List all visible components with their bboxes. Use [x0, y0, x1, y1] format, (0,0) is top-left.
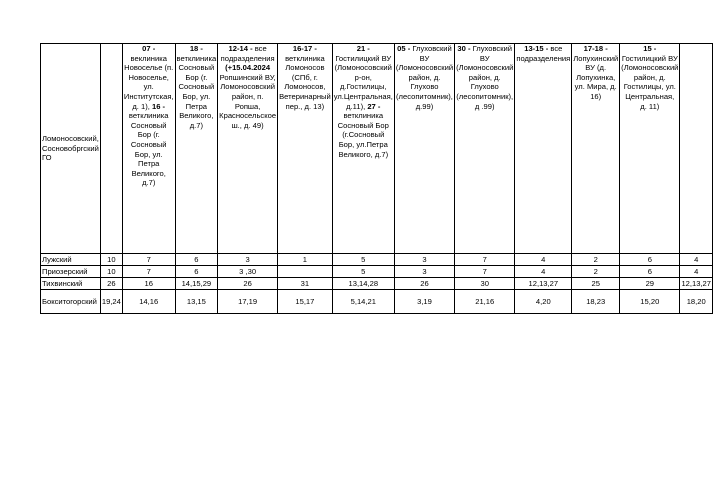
schedule-header-cell: 18 - ветклиника Сосновый Бор (г. Сосновый Бор, ул. Петра Великого, д.7): [175, 44, 218, 254]
value-cell: 31: [278, 278, 333, 290]
value-cell: 3,19: [394, 290, 454, 314]
table-row: [41, 266, 713, 278]
value-cell: 5,14,21: [332, 290, 394, 314]
district-cell: Приозерский: [41, 266, 101, 278]
table-row: [41, 278, 713, 290]
value-cell: 12,13,27: [515, 278, 572, 290]
value-cell: 4: [680, 254, 713, 266]
value-cell: 25: [572, 278, 620, 290]
value-cell: 2: [572, 266, 620, 278]
value-cell: 26: [218, 278, 278, 290]
district-cell: Бокситогорский: [41, 290, 101, 314]
value-cell: 6: [620, 266, 680, 278]
value-cell: 5: [332, 254, 394, 266]
schedule-header-cell: 17-18 - Лопухинский ВУ (д. Лопухинка, ул. Мира, д. 16): [572, 44, 620, 254]
header-row: [41, 44, 713, 254]
value-cell: 2: [572, 254, 620, 266]
value-cell: 26: [394, 278, 454, 290]
value-cell: 4,20: [515, 290, 572, 314]
value-cell: 4: [515, 254, 572, 266]
value-cell: 16: [122, 278, 175, 290]
value-cell: 4: [680, 266, 713, 278]
value-cell: 3: [394, 266, 454, 278]
value-cell: 7: [122, 266, 175, 278]
value-cell: 7: [122, 254, 175, 266]
value-cell: 19,24: [100, 290, 122, 314]
value-cell: 30: [455, 278, 515, 290]
value-cell: 14,16: [122, 290, 175, 314]
value-cell: 3: [218, 254, 278, 266]
schedule-header-cell: 07 - веклиника Новоселье (п. Новоселье, ул. Институтская, д. 1), 16 - ветклиника Сосновый Бор (г. Сосновый Бор, ул. Петра Великого, д.7): [122, 44, 175, 254]
schedule-header-cell: 16-17 - ветклиника Ломоносов (СПб, г. Ломоносов, Ветеринарный пер., д. 13): [278, 44, 333, 254]
value-cell: 10: [100, 254, 122, 266]
schedule-header-cell: 30 - Глуховский ВУ (Ломоносовский район, д. Глухово (лесопитомник), д .99): [455, 44, 515, 254]
value-cell: 29: [620, 278, 680, 290]
value-cell: 4: [515, 266, 572, 278]
value-cell: 3: [394, 254, 454, 266]
value-cell: 5: [332, 266, 394, 278]
value-cell: 10: [100, 266, 122, 278]
value-cell: 14,15,29: [175, 278, 218, 290]
value-cell: 12,13,27: [681, 278, 711, 288]
value-cell: 17,19: [218, 290, 278, 314]
schedule-header-cell: 13-15 - все подразделения: [515, 44, 572, 254]
value-cell: 3 ,30: [218, 266, 278, 278]
value-cell: 21,16: [455, 290, 515, 314]
district-cell: Тихвинский: [41, 278, 101, 290]
value-cell: 6: [175, 254, 218, 266]
value-cell: 18,23: [572, 290, 620, 314]
value-cell: 7: [455, 254, 515, 266]
schedule-header-cell: 05 - Глуховский ВУ (Ломоносовский район, д. Глухово (лесопитомник), д.99): [394, 44, 454, 254]
district-cell: Лужский: [41, 254, 101, 266]
table-row: [41, 290, 713, 314]
value-cell: 6: [620, 254, 680, 266]
district-cell: Ломоносовский, Сосновобргский ГО: [41, 44, 101, 254]
value-cell: [278, 266, 333, 278]
value-cell: 15,17: [278, 290, 333, 314]
schedule-header-cell: 12-14 - все подразделения (+15.04.2024 Ропшинский ВУ, Ломоносовский район, п. Ропша, Красносельское ш., д. 49): [218, 44, 278, 254]
value-cell: 6: [175, 266, 218, 278]
value-cell: 15,20: [620, 290, 680, 314]
table-row: [41, 254, 713, 266]
value-cell: 18,20: [680, 290, 713, 314]
value-cell: 7: [455, 266, 515, 278]
value-cell: 26: [100, 278, 122, 290]
schedule-cell: [100, 44, 122, 254]
value-cell: 13,14,28: [332, 278, 394, 290]
schedule-header-cell: 21 - Гостилицкий ВУ (Ломоносовский р-он, д.Гостилицы, ул.Центральная, д.11), 27 - ветклиника Сосновый Бор (г.Сосновый Бор, ул.Петра Великого, д.7): [332, 44, 394, 254]
value-cell: 13,15: [175, 290, 218, 314]
value-cell: 1: [278, 254, 333, 266]
schedule-header-cell: [680, 44, 713, 254]
schedule-header-cell: 15 - Гостилицкий ВУ (Ломоносовский район, д. Гостилицы, ул. Центральная, д. 11): [620, 44, 680, 254]
schedule-table: [40, 43, 713, 314]
